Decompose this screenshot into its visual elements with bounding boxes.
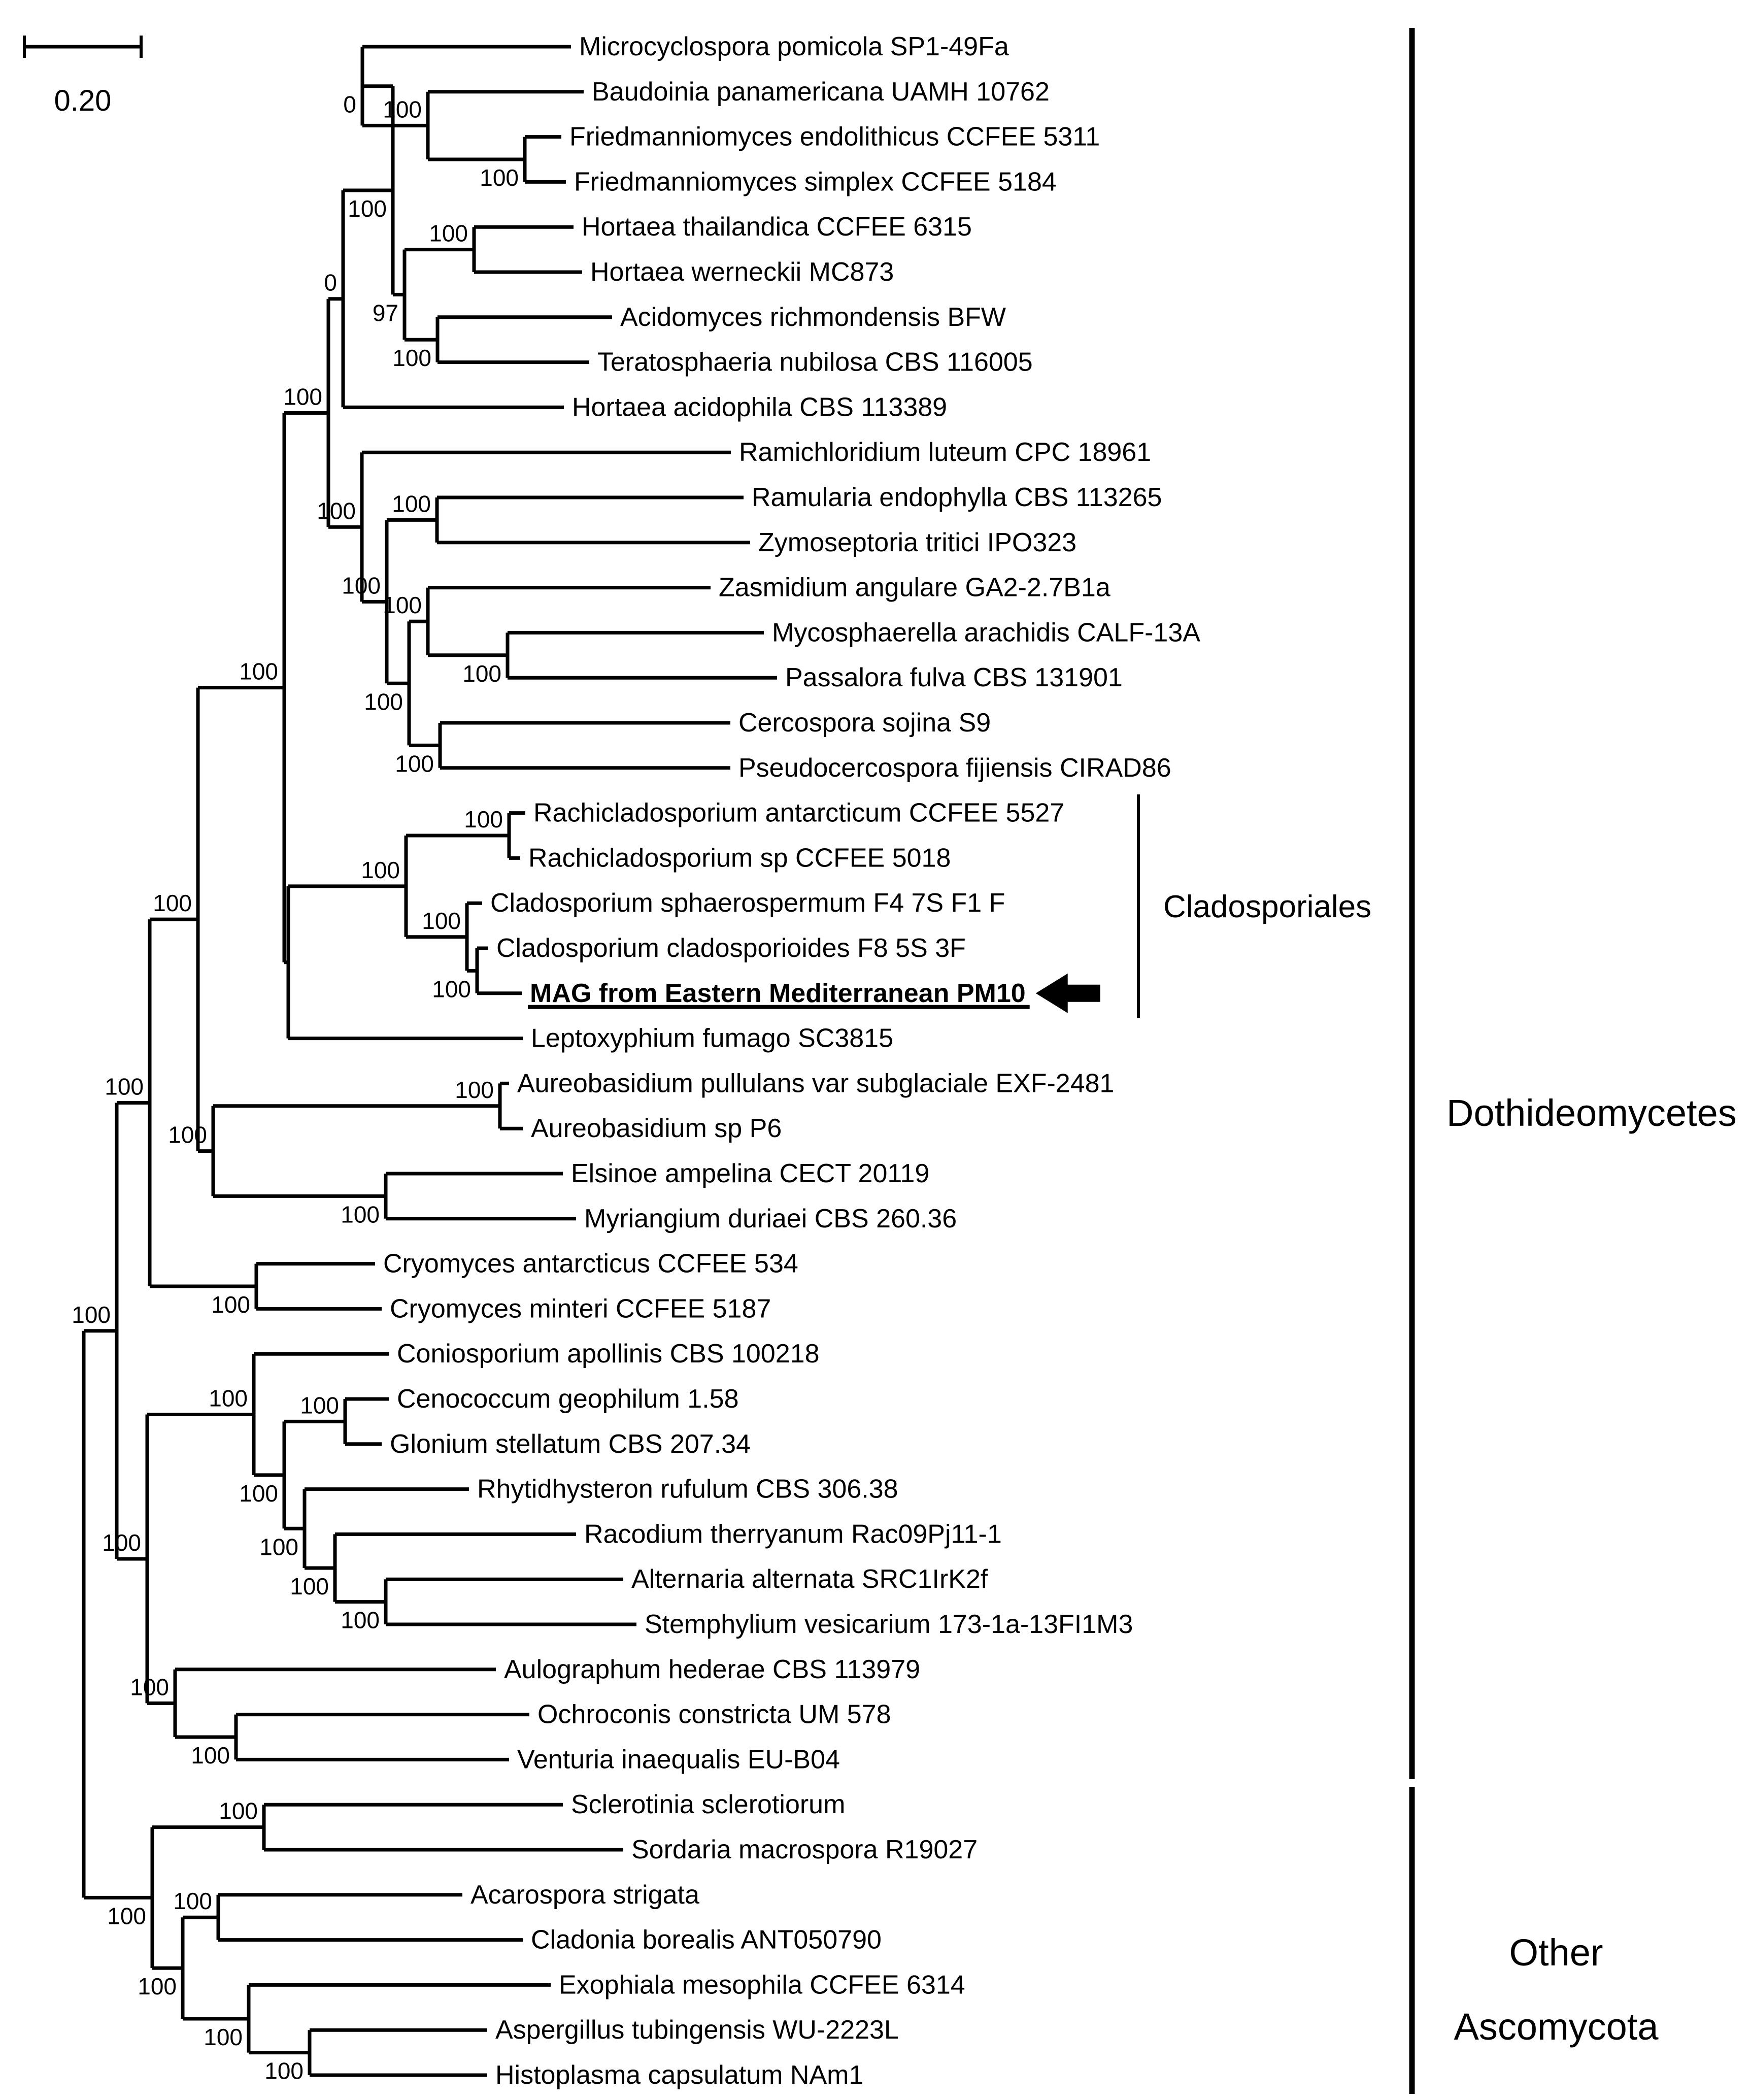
taxon-label: Alternaria alternata SRC1IrK2f xyxy=(631,1564,988,1594)
taxon-label: Cryomyces antarcticus CCFEE 534 xyxy=(383,1249,798,1279)
taxon-label: Rachicladosporium antarcticum CCFEE 5527 xyxy=(533,798,1065,828)
taxon-label: Hortaea werneckii MC873 xyxy=(590,257,894,287)
support-value: 100 xyxy=(283,383,322,410)
scale-bar-label: 0.20 xyxy=(54,84,112,117)
taxon-label: Acidomyces richmondensis BFW xyxy=(620,302,1006,332)
taxon-label: Baudoinia panamericana UAMH 10762 xyxy=(592,77,1050,107)
support-value: 100 xyxy=(392,345,431,372)
support-value: 100 xyxy=(317,497,356,524)
support-value: 100 xyxy=(209,1385,248,1412)
support-value: 100 xyxy=(211,1291,250,1318)
support-value: 100 xyxy=(191,1742,230,1769)
support-value: 100 xyxy=(264,2057,304,2084)
support-value: 100 xyxy=(102,1529,141,1556)
taxon-label: Ochroconis constricta UM 578 xyxy=(537,1699,891,1729)
taxon-label: Exophiala mesophila CCFEE 6314 xyxy=(559,1970,965,2000)
taxon-label: Cercospora sojina S9 xyxy=(738,708,991,738)
taxon-label: Stemphylium vesicarium 173-1a-13FI1M3 xyxy=(645,1610,1133,1639)
support-value: 100 xyxy=(239,1480,278,1507)
taxon-label: Acarospora strigata xyxy=(470,1880,699,1910)
scale-bar xyxy=(24,36,141,117)
support-value: 100 xyxy=(392,490,431,517)
support-value: 100 xyxy=(464,806,503,832)
support-value: 100 xyxy=(259,1534,298,1560)
mag-highlight-left-arrow-icon xyxy=(1036,974,1100,1013)
taxon-label: Cladonia borealis ANT050790 xyxy=(531,1925,882,1955)
support-value: 100 xyxy=(153,890,192,917)
taxon-label: Glonium stellatum CBS 207.34 xyxy=(390,1429,751,1459)
support-value: 100 xyxy=(429,220,468,247)
support-value: 100 xyxy=(342,572,381,599)
support-value: 100 xyxy=(130,1674,169,1701)
support-value: 100 xyxy=(480,164,519,191)
taxon-label: Ramularia endophylla CBS 113265 xyxy=(752,483,1162,512)
support-value: 100 xyxy=(364,688,403,715)
taxon-label: Cladosporium cladosporioides F8 5S 3F xyxy=(496,934,966,963)
taxon-label: Sordaria macrospora R19027 xyxy=(631,1835,978,1864)
cladosporiales-label: Cladosporiales xyxy=(1163,889,1372,924)
taxon-label-highlighted: MAG from Eastern Mediterranean PM10 xyxy=(530,978,1026,1008)
support-value: 100 xyxy=(395,750,434,777)
taxon-label: Cladosporium sphaerospermum F4 7S F1 F xyxy=(490,888,1005,918)
taxon-label: Hortaea acidophila CBS 113389 xyxy=(572,392,948,422)
support-value: 0 xyxy=(343,91,356,118)
clade-brackets xyxy=(1138,28,1737,2094)
support-value: 100 xyxy=(341,1607,380,1634)
taxon-label: Aulographum hederae CBS 113979 xyxy=(504,1654,921,1684)
taxon-label: Zasmidium angulare GA2-2.7B1a xyxy=(719,573,1110,603)
taxon-label: Friedmanniomyces endolithicus CCFEE 5311 xyxy=(569,122,1100,152)
taxon-label: Aureobasidium pullulans var subglaciale EXF-2481 xyxy=(517,1069,1115,1098)
support-value: 100 xyxy=(204,2024,243,2050)
support-value: 100 xyxy=(173,1888,212,1915)
taxon-label: Mycosphaerella arachidis CALF-13A xyxy=(772,618,1200,648)
taxon-label: Zymoseptoria tritici IPO323 xyxy=(758,527,1077,557)
taxon-label: Aspergillus tubingensis WU-2223L xyxy=(495,2015,899,2045)
support-value: 100 xyxy=(105,1073,144,1100)
dothideomycetes-label: Dothideomycetes xyxy=(1446,1092,1737,1134)
taxon-label: Venturia inaequalis EU-B04 xyxy=(517,1745,840,1775)
other-ascomycota-label-line1: Other xyxy=(1509,1931,1603,1974)
taxon-label: Myriangium duriaei CBS 260.36 xyxy=(584,1204,957,1234)
taxon-label: Microcyclospora pomicola SP1-49Fa xyxy=(579,32,1009,61)
support-value: 100 xyxy=(168,1121,207,1148)
taxon-label: Coniosporium apollinis CBS 100218 xyxy=(397,1339,820,1369)
taxon-label: Racodium therryanum Rac09Pj11-1 xyxy=(584,1519,1002,1549)
support-value: 100 xyxy=(138,1973,177,2000)
taxon-label: Friedmanniomyces simplex CCFEE 5184 xyxy=(574,167,1057,197)
taxon-label: Passalora fulva CBS 131901 xyxy=(785,663,1123,693)
support-value: 97 xyxy=(372,299,398,326)
taxon-label: Elsinoe ampelina CECT 20119 xyxy=(571,1159,930,1188)
taxon-label: Rachicladosporium sp CCFEE 5018 xyxy=(528,843,951,873)
support-value: 100 xyxy=(107,1903,146,1929)
other-ascomycota-label-line2: Ascomycota xyxy=(1454,2006,1659,2048)
taxon-label: Hortaea thailandica CCFEE 6315 xyxy=(582,212,972,242)
support-value: 100 xyxy=(239,658,278,685)
taxon-label: Ramichloridium luteum CPC 18961 xyxy=(739,438,1152,468)
taxon-label: Rhytidhysteron rufulum CBS 306.38 xyxy=(477,1474,898,1504)
support-value: 100 xyxy=(219,1797,258,1824)
support-value: 100 xyxy=(383,592,422,619)
support-value: 100 xyxy=(455,1076,494,1103)
support-value: 100 xyxy=(341,1201,380,1228)
taxon-label: Teratosphaeria nubilosa CBS 116005 xyxy=(597,347,1033,377)
support-value: 100 xyxy=(290,1573,329,1599)
support-value: 100 xyxy=(72,1301,111,1328)
taxon-label: Pseudocercospora fijiensis CIRAD86 xyxy=(738,753,1171,783)
taxon-label: Cryomyces minteri CCFEE 5187 xyxy=(390,1294,771,1324)
taxon-label: Sclerotinia sclerotiorum xyxy=(571,1790,846,1820)
taxon-label: Histoplasma capsulatum NAm1 xyxy=(495,2060,864,2090)
tree-layer xyxy=(72,32,1200,2090)
support-value: 100 xyxy=(361,856,400,883)
support-value: 100 xyxy=(432,976,471,1003)
support-value: 100 xyxy=(422,907,461,934)
support-value: 100 xyxy=(462,660,501,687)
support-value: 0 xyxy=(324,269,337,296)
support-value: 100 xyxy=(383,96,422,123)
taxon-label: Leptoxyphium fumago SC3815 xyxy=(531,1023,894,1053)
support-value: 100 xyxy=(300,1392,339,1419)
support-value: 100 xyxy=(348,195,387,222)
taxon-label: Cenococcum geophilum 1.58 xyxy=(397,1384,739,1414)
taxon-label: Aureobasidium sp P6 xyxy=(531,1114,782,1144)
